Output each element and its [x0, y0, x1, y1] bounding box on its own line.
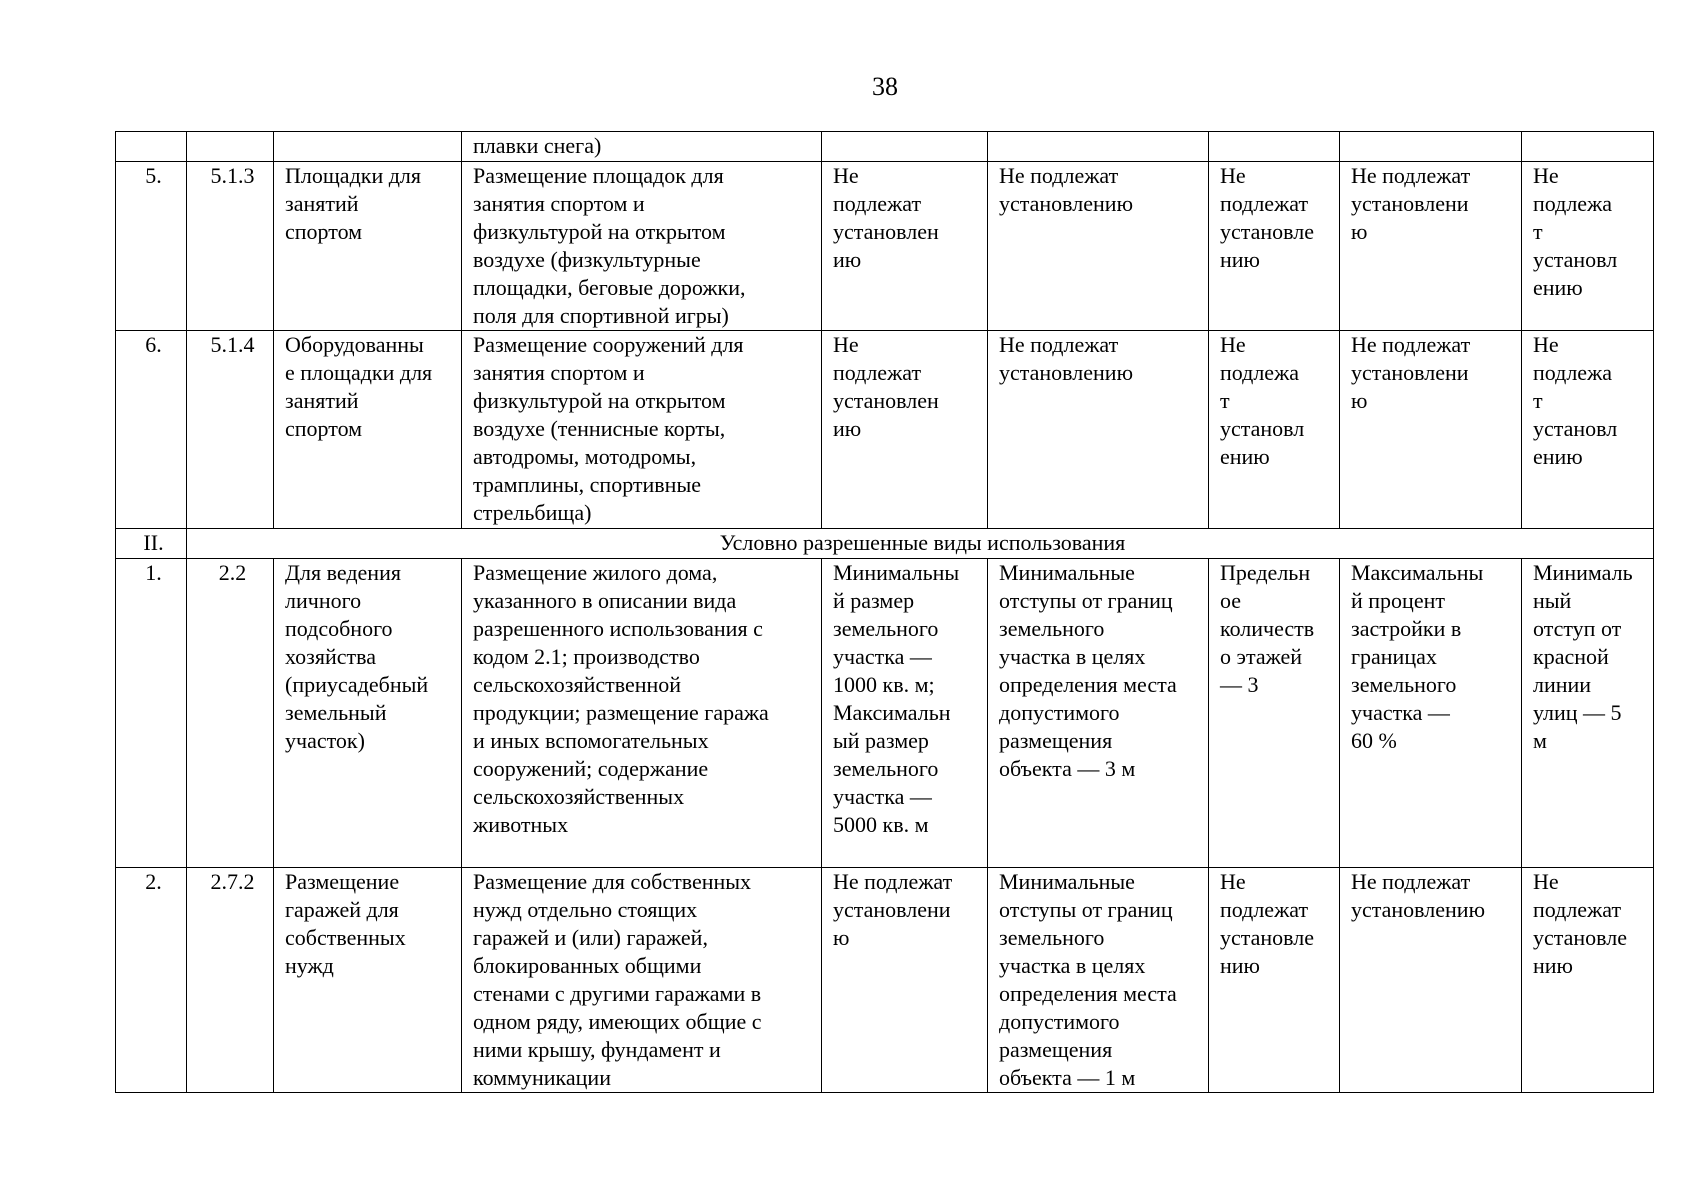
name-cell: Оборудованны е площадки для занятий спортом	[274, 331, 462, 529]
param-cell: Не подлежа т установл ению	[1522, 331, 1654, 529]
param-cell: Не подлежат установлени ю	[1340, 331, 1522, 529]
param-cell	[1340, 132, 1522, 162]
row-number-cell: 1.	[116, 559, 187, 868]
param-cell	[1209, 132, 1340, 162]
param-cell: Минимальные отступы от границ земельного участка в целях определения места допустимого размещения объекта — 1 м	[988, 868, 1209, 1093]
row-number-cell	[116, 132, 187, 162]
table-row	[116, 559, 1654, 868]
code-cell	[187, 132, 274, 162]
param-cell: Не подлежат установлен ию	[822, 331, 988, 529]
description-cell: Размещение сооружений для занятия спортом и физкультурой на открытом воздухе (теннисные корты, автодромы, мотодромы, трамплины, спортивные стрельбища)	[462, 331, 822, 529]
param-cell: Минималь ный отступ от красной линии улиц — 5 м	[1522, 559, 1654, 868]
row-number-cell: 5.	[116, 162, 187, 331]
param-cell: Максимальны й процент застройки в границах земельного участка — 60 %	[1340, 559, 1522, 868]
row-number-cell: 6.	[116, 331, 187, 529]
row-number-cell: 2.	[116, 868, 187, 1093]
param-cell: Предельн ое количеств о этажей — 3	[1209, 559, 1340, 868]
param-cell: Не подлежа т установл ению	[1522, 162, 1654, 331]
description-cell: Размещение для собственных нужд отдельно стоящих гаражей и (или) гаражей, блокированных общими стенами с другими гаражами в одном ряду, имеющих общие с ними крышу, фундамент и коммуникации	[462, 868, 822, 1093]
param-cell	[1522, 132, 1654, 162]
param-cell: Не подлежат установле нию	[1209, 162, 1340, 331]
param-cell: Минимальные отступы от границ земельного участка в целях определения места допустимого размещения объекта — 3 м	[988, 559, 1209, 868]
name-cell	[274, 132, 462, 162]
name-cell: Размещение гаражей для собственных нужд	[274, 868, 462, 1093]
code-cell: 2.7.2	[187, 868, 274, 1093]
section-number-cell: II.	[116, 529, 187, 559]
param-cell: Не подлежат установлению	[988, 162, 1209, 331]
code-cell: 2.2	[187, 559, 274, 868]
table-row	[116, 132, 1654, 162]
param-cell: Не подлежат установле нию	[1522, 868, 1654, 1093]
param-cell: Не подлежа т установл ению	[1209, 331, 1340, 529]
param-cell: Не подлежат установле нию	[1209, 868, 1340, 1093]
name-cell: Для ведения личного подсобного хозяйства (приусадебный земельный участок)	[274, 559, 462, 868]
zoning-regulations-table	[115, 131, 1654, 1093]
param-cell: Не подлежат установлени ю	[822, 868, 988, 1093]
section-header-row	[116, 529, 1654, 559]
description-cell: Размещение жилого дома, указанного в описании вида разрешенного использования с кодом 2.1; производство сельскохозяйственной продукции; размещение гаража и иных вспомогательных сооружений; содержание сельскохозяйственных животных	[462, 559, 822, 868]
param-cell: Минимальны й размер земельного участка — 1000 кв. м; Максимальн ый размер земельного участка — 5000 кв. м	[822, 559, 988, 868]
page-number: 38	[872, 72, 898, 101]
section-title: Условно разрешенные виды использования	[187, 529, 1654, 559]
code-cell: 5.1.3	[187, 162, 274, 331]
table-row	[116, 331, 1654, 529]
code-cell: 5.1.4	[187, 331, 274, 529]
table-row	[116, 868, 1654, 1093]
name-cell: Площадки для занятий спортом	[274, 162, 462, 331]
param-cell: Не подлежат установлен ию	[822, 162, 988, 331]
param-cell	[822, 132, 988, 162]
param-cell: Не подлежат установлению	[1340, 868, 1522, 1093]
param-cell	[988, 132, 1209, 162]
table-row	[116, 162, 1654, 331]
description-cell: плавки снега)	[462, 132, 822, 162]
param-cell: Не подлежат установлени ю	[1340, 162, 1522, 331]
param-cell: Не подлежат установлению	[988, 331, 1209, 529]
description-cell: Размещение площадок для занятия спортом и физкультурой на открытом воздухе (физкультурные площадки, беговые дорожки, поля для спортивной игры)	[462, 162, 822, 331]
